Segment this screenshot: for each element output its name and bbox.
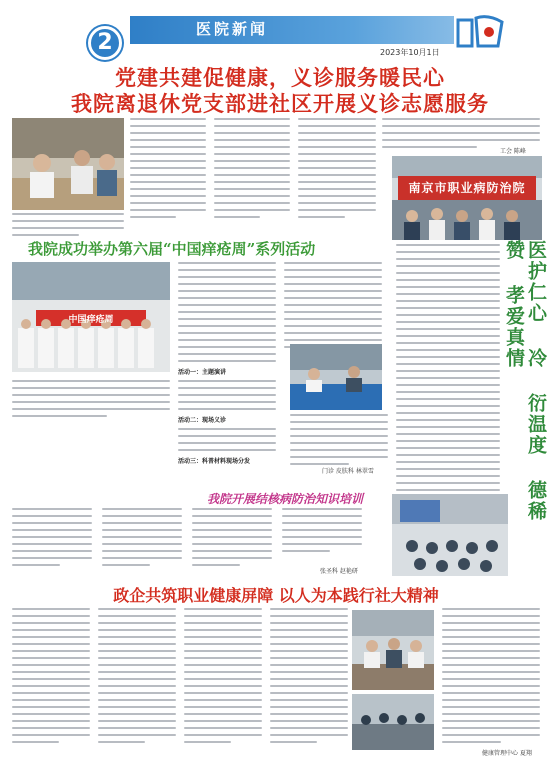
article4-title: 政企共筑职业健康屏障 以人为本践行社大精神 [113,586,439,605]
article2-vertical-slogan: 医护仁心 冷 衍温度 德稀赞 孝爱真情 [503,240,547,522]
article2-body-col1 [178,262,276,469]
article3-photo-training [392,494,508,576]
article3-byline: 张圣科 赵艳研 [320,568,358,575]
article2-title: 我院成功举办第六届“中国痒疮周”系列活动 [28,240,316,258]
article2-subhead-1: 活动一：主题演讲 [178,369,227,376]
article2-photo-caption [12,380,170,422]
hospital-sign-text: 南京市职业病防治院 [408,181,526,195]
banner-text: 中国痒疮周 [68,315,114,325]
article1-photo-hospital [392,156,542,240]
article2-subhead-3: 活动三：科普材料现场分发 [178,458,251,465]
article1-title-line2: 我院离退休党支部进社区开展义诊志愿服务 [71,91,489,116]
article2-body-col2 [284,262,382,353]
article2-body-col3 [290,414,388,470]
article2-photo-consultation [290,344,382,410]
section-band [130,16,502,44]
masthead [0,0,552,58]
article1-photo-caption [12,213,124,241]
article3-title: 我院开展结核病防治知识培训 [206,492,363,506]
section-title: 医院新闻 [196,20,269,38]
article2-subhead-2: 活动二：现场义诊 [178,417,227,424]
article2-body-col4 [396,244,500,531]
article4-photo-meeting [352,694,434,750]
article2-byline: 门诊 皮肤科 林翠雪 [322,468,374,475]
article1-title-line1: 党建共建促健康，义诊服务暖民心 [115,65,445,90]
article4-body [12,608,540,756]
article1-body [130,118,376,228]
article1-byline: 工会 陈峰 [500,148,526,155]
article4-photo-visit [352,610,434,690]
issue-date: 2023年10月1日 [380,48,440,57]
article1-photo-consultation [12,118,124,210]
article2-photo-group [12,262,170,372]
article4-byline: 健康管理中心 夏翔 [482,750,532,757]
page-number: 2 [88,26,122,60]
newspaper-logo-icon [454,12,506,52]
